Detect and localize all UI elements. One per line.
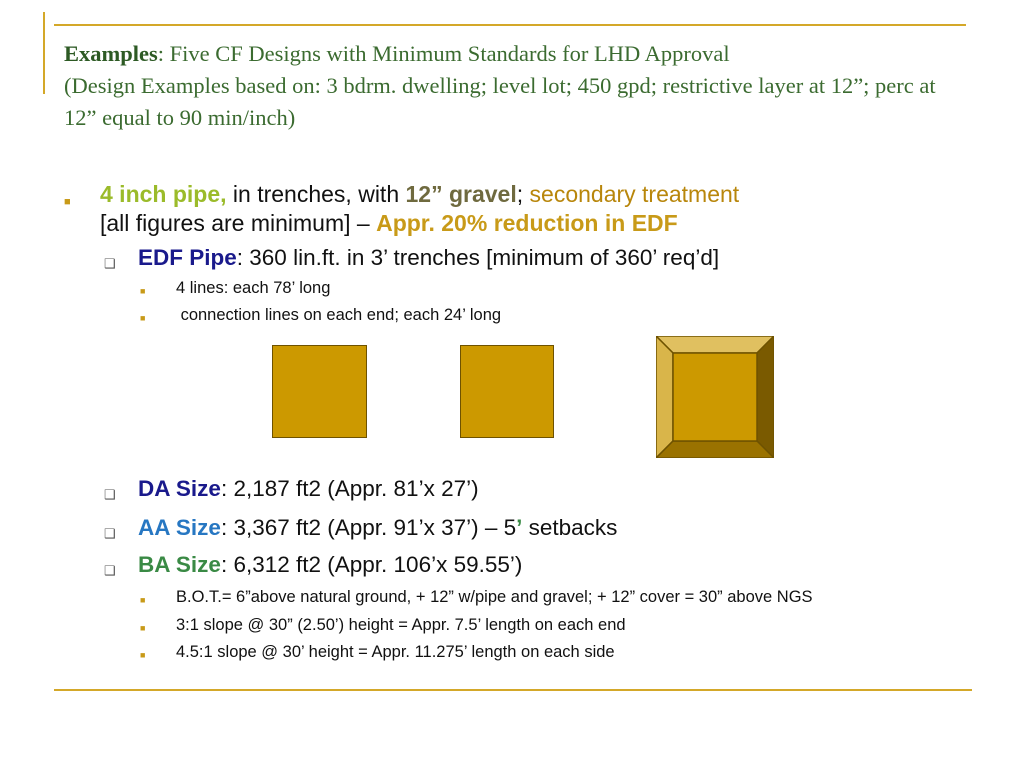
- pipe-size: 4 inch pipe,: [100, 181, 227, 207]
- trenches-text: in trenches, with: [226, 181, 406, 207]
- gravel-size: 12” gravel: [405, 181, 517, 207]
- small-square-bullet-icon: ■: [140, 595, 146, 605]
- hollow-square-bullet-icon: ❑: [104, 256, 116, 271]
- edf-sub-item: [60, 306, 980, 325]
- ba-sub-item: [60, 616, 980, 635]
- top-rule: [54, 24, 966, 26]
- secondary-treatment: secondary treatment: [529, 181, 740, 207]
- ba-text: : 6,312 ft2 (Appr. 106’x 59.55’): [220, 552, 523, 577]
- ba-beveled-square: [656, 336, 774, 458]
- ba-item: [60, 551, 980, 579]
- slide-body: [60, 180, 980, 662]
- hollow-square-bullet-icon: ❑: [104, 563, 116, 578]
- da-label: DA Size: [138, 476, 221, 501]
- edf-sub-item: [60, 279, 980, 298]
- edf-text: : 360 lin.ft. in 3’ trenches [minimum of 360’ req’d]: [236, 245, 720, 270]
- left-rule: [43, 12, 45, 94]
- ba-sub-text: 3:1 slope @ 30” (2.50’) height = Appr. 7.5’ length on each end: [176, 616, 626, 634]
- aa-tick: ’: [516, 515, 523, 540]
- aa-square: [460, 345, 554, 438]
- da-text: : 2,187 ft2 (Appr. 81’x 27’): [220, 476, 479, 501]
- bottom-rule: [54, 689, 972, 691]
- edf-item: [60, 244, 980, 272]
- ba-sub-item: [60, 588, 980, 607]
- ba-sub-item: [60, 643, 980, 662]
- title-bold: Examples: [64, 41, 158, 66]
- aa-label: AA Size: [138, 515, 221, 540]
- aa-tail: setbacks: [522, 515, 618, 540]
- small-square-bullet-icon: ■: [140, 650, 146, 660]
- all-figures-text: [all figures are minimum] –: [100, 210, 377, 236]
- small-square-bullet-icon: ■: [140, 313, 146, 323]
- edf-sub-text: connection lines on each end; each 24’ long: [176, 306, 502, 324]
- edf-label: EDF Pipe: [138, 245, 237, 270]
- title-line1: : Five CF Designs with Minimum Standards for LHD Approval: [157, 41, 730, 66]
- title-line2: (Design Examples based on: 3 bdrm. dwelling; level lot; 450 gpd; restrictive layer at 12”; perc at 12” equal to 90 min/inch): [64, 73, 936, 130]
- ba-sub-text: 4.5:1 slope @ 30’ height = Appr. 11.275’ length on each side: [176, 643, 615, 661]
- aa-item: [60, 514, 980, 542]
- semicolon: ;: [516, 181, 530, 207]
- main-bullet: [60, 180, 980, 238]
- ba-label: BA Size: [138, 552, 221, 577]
- hollow-square-bullet-icon: ❑: [104, 526, 116, 541]
- reduction-text: Appr. 20% reduction in EDF: [376, 210, 678, 236]
- trench-diagram: [60, 345, 980, 465]
- da-item: [60, 475, 980, 503]
- hollow-square-bullet-icon: ❑: [104, 487, 116, 502]
- edf-sub-text: 4 lines: each 78’ long: [176, 279, 331, 297]
- aa-text: : 3,367 ft2 (Appr. 91’x 37’) – 5: [220, 515, 517, 540]
- small-square-bullet-icon: ■: [140, 623, 146, 633]
- ba-sub-text: B.O.T.= 6”above natural ground, + 12” w/pipe and gravel; + 12” cover = 30” above NGS: [176, 588, 813, 606]
- small-square-bullet-icon: ■: [140, 286, 146, 296]
- slide-title: [64, 38, 964, 134]
- square-bullet-icon: ■: [64, 196, 71, 208]
- da-square: [272, 345, 367, 438]
